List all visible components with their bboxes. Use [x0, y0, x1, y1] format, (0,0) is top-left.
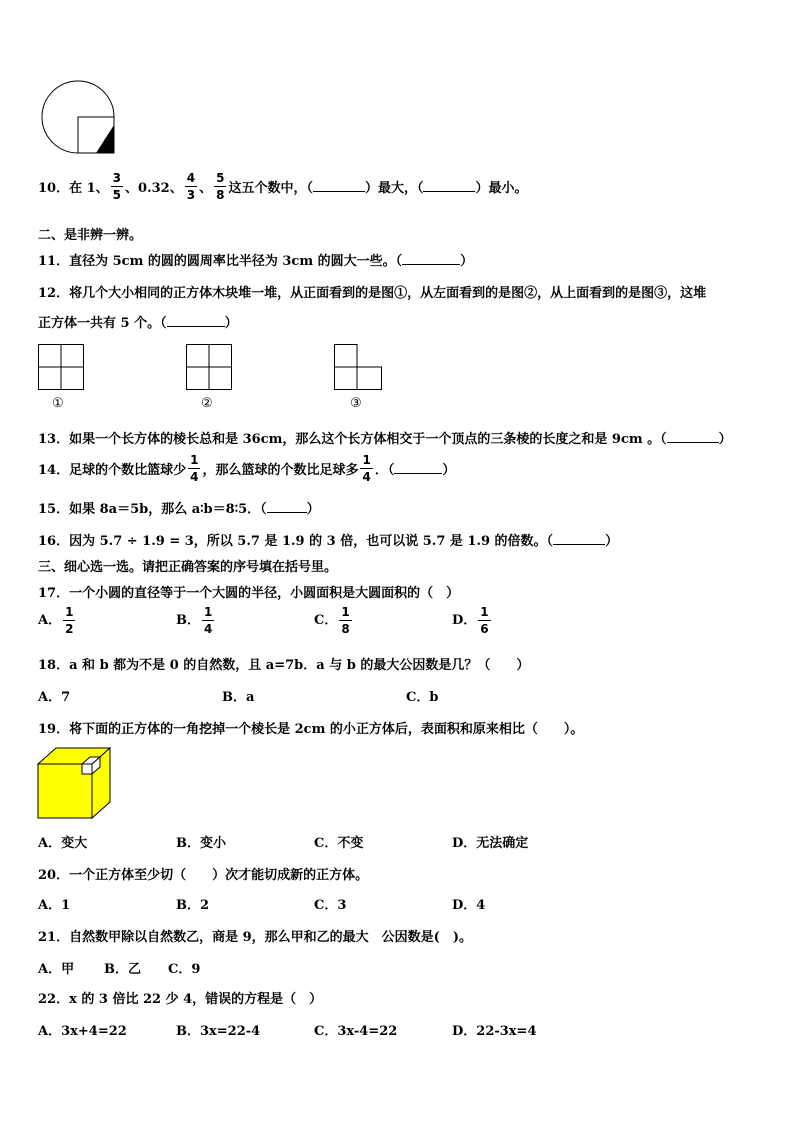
q18-option-c[interactable]: C．b	[406, 690, 439, 705]
q20-option-d[interactable]: D．4	[452, 898, 486, 913]
question-21: 21．自然数甲除以自然数乙，商是 9，那么甲和乙的最大 公因数是( )。	[38, 930, 472, 945]
cube-cut-corner-front	[82, 764, 92, 774]
view-label-1: ①	[52, 396, 64, 411]
q10-tail2: ）最大，（	[364, 181, 424, 196]
q10-answer-blank-2[interactable]	[423, 181, 475, 192]
q10-fraction-3: $\frac{5}{8}$	[216, 171, 225, 202]
q18-option-a[interactable]: A．7	[38, 690, 71, 705]
q10-fraction-1: $\frac{3}{5}$	[112, 171, 122, 202]
question-13: 13．如果一个长方体的棱长总和是 36cm，那么这个长方体相交于一个顶点的三条棱的长度之和是 9cm 。（ ）	[38, 432, 732, 447]
q10-fraction-2: $\frac{4}{3}$	[186, 171, 196, 202]
q13-answer-blank[interactable]	[667, 432, 719, 443]
q14-answer-blank[interactable]	[394, 463, 442, 474]
question-10	[38, 172, 527, 201]
q20-option-a[interactable]: A．1	[38, 898, 71, 913]
q22-option-c[interactable]: C．3x-4=22	[314, 1024, 398, 1039]
circle-figure	[40, 80, 120, 158]
q17-option-c[interactable]: C． $\frac{1}{8}$	[314, 605, 350, 636]
section-3-heading: 三、细心选一选。请把正确答案的序号填在括号里。	[38, 560, 338, 575]
question-15: 15．如果 8a＝5b，那么 a∶b＝8∶5．（ ）	[38, 502, 320, 517]
q10-tail3: ）最小。	[475, 181, 528, 196]
q21-option-b[interactable]: B．乙	[104, 962, 141, 977]
question-19: 19．将下面的正方体的一角挖掉一个棱长是 2cm 的小正方体后，表面积和原来相比（ ）。	[38, 722, 584, 737]
q17-option-d[interactable]: D． $\frac{1}{6}$	[452, 605, 489, 636]
q22-option-b[interactable]: B．3x=22-4	[176, 1024, 261, 1039]
q10-answer-blank-1[interactable]	[313, 181, 365, 192]
q21-option-c[interactable]: C．9	[168, 962, 201, 977]
question-12-line2: 正方体一共有 5 个。（ ）	[38, 316, 238, 331]
q16-answer-blank[interactable]	[553, 534, 605, 545]
question-18: 18．a 和 b 都为不是 0 的自然数，且 a=7b．a 与 b 的最大公因数是几？（ ）	[38, 658, 530, 673]
q22-option-a[interactable]: A．3x+4=22	[38, 1024, 127, 1039]
question-11: 11．直径为 5cm 的圆的圆周率比半径为 3cm 的圆大一些。（ ）	[38, 254, 474, 269]
view-figure-3	[334, 344, 382, 390]
q10-mid2: 、	[199, 181, 213, 196]
question-22: 22．x 的 3 倍比 22 少 4，错误的方程是（ ）	[38, 992, 323, 1007]
q14-fraction-2: $\frac{1}{4}$	[362, 453, 371, 484]
q20-option-c[interactable]: C．3	[314, 898, 347, 913]
yellow-cube-figure	[36, 746, 112, 820]
q19-option-a[interactable]: A．变大	[38, 836, 88, 851]
question-14: 14．足球的个数比篮球少 $\frac{1}{4}$ ，那么篮球的个数比足球多 $\frac{1}{4}$ ．（ ）	[38, 453, 456, 484]
q19-option-d[interactable]: D．无法确定	[452, 836, 529, 851]
q10-tail1: 这五个数中，（	[228, 181, 313, 196]
section-2-heading: 二、是非辨一辨。	[38, 228, 143, 243]
question-16: 16．因为 5.7 ÷ 1.9 = 3，所以 5.7 是 1.9 的 3 倍，也可以说 5.7 是 1.9 的倍数。（ ）	[38, 534, 619, 549]
view-figure-2	[186, 344, 232, 390]
q18-option-b[interactable]: B．a	[222, 690, 255, 705]
question-20: 20．一个正方体至少切（ ）次才能切成新的正方体。	[38, 868, 369, 883]
q19-option-c[interactable]: C．不变	[314, 836, 364, 851]
q14-fraction-1: $\frac{1}{4}$	[190, 453, 199, 484]
q22-option-d[interactable]: D．22-3x=4	[452, 1024, 537, 1039]
q20-option-b[interactable]: B．2	[176, 898, 210, 913]
q17-option-a[interactable]: A． $\frac{1}{2}$	[38, 605, 74, 636]
view-label-2: ②	[201, 396, 213, 411]
q11-answer-blank[interactable]	[402, 254, 460, 265]
q12-answer-blank[interactable]	[167, 316, 225, 327]
question-12-line1: 12．将几个大小相同的正方体木块堆一堆，从正面看到的是图①，从左面看到的是图②，从上面看到的是图③，这堆	[38, 286, 707, 301]
q10-prefix: 10．在 1、	[38, 181, 109, 196]
q19-option-b[interactable]: B．变小	[176, 836, 226, 851]
q15-answer-blank[interactable]	[267, 502, 307, 513]
q11-text: 11．直径为 5cm 的圆的圆周率比半径为 3cm 的圆大一些。（	[38, 254, 403, 269]
question-17: 17．一个小圆的直径等于一个大圆的半径，小圆面积是大圆面积的（ ）	[38, 586, 460, 601]
view-figure-1	[38, 344, 84, 390]
q17-option-b[interactable]: B． $\frac{1}{4}$	[176, 605, 213, 636]
q21-option-a[interactable]: A．甲	[38, 962, 75, 977]
q10-mid1: 、0.32、	[125, 181, 183, 196]
view-label-3: ③	[350, 396, 362, 411]
